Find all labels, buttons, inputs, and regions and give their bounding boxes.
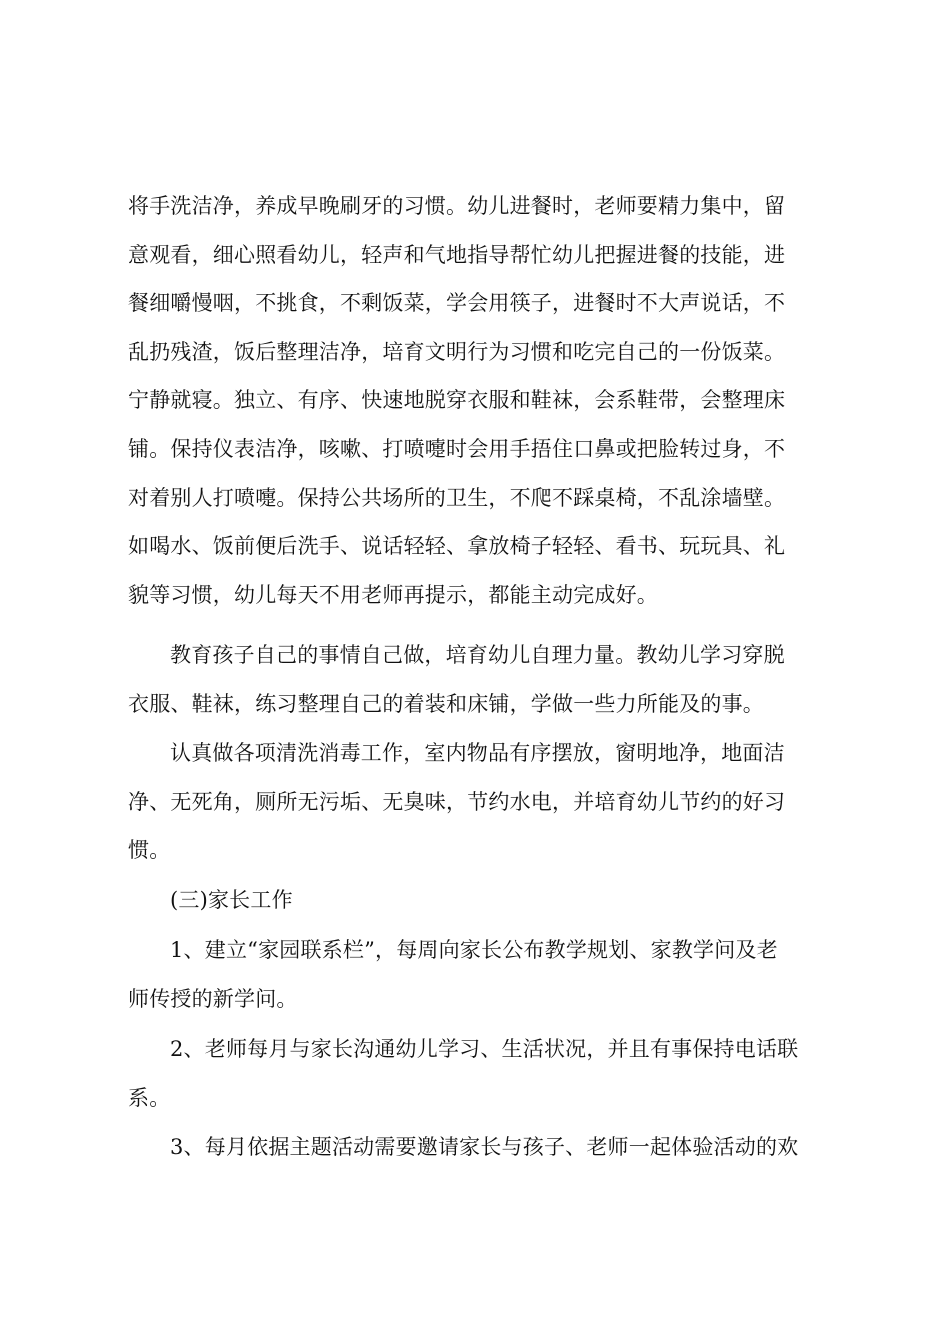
text-line: 衣服、鞋袜，练习整理自己的着装和床铺，学做一些力所能及的事。 xyxy=(128,691,764,716)
list-item-1 xyxy=(128,926,828,1023)
text-line: 将手洗洁净，养成早晚刷牙的习惯。幼儿进餐时，老师要精力集中，留 xyxy=(128,194,786,218)
text-line: 师传授的新学问。 xyxy=(128,986,298,1011)
text-line: 教育孩子自己的事情自己做，培育幼儿自理力量。教幼儿学习穿脱 xyxy=(170,643,785,667)
text-line: 意观看，细心照看幼儿，轻声和气地指导帮忙幼儿把握进餐的技能，进 xyxy=(128,242,786,267)
text-line: 餐细嚼慢咽，不挑食，不剩饭菜，学会用筷子，进餐时不大声说话，不 xyxy=(128,291,786,316)
text-line: 认真做各项清洗消毒工作，室内物品有序摆放，窗明地净，地面洁 xyxy=(170,741,785,765)
text-line: 3、每月依据主题活动需要邀请家长与孩子、老师一起体验活动的欢 xyxy=(170,1135,799,1159)
paragraph-hygiene-habits xyxy=(128,182,828,619)
text-line: 2、老师每月与家长沟通幼儿学习、生活状况，并且有事保持电话联 xyxy=(170,1037,799,1061)
paragraph-self-care xyxy=(128,631,828,728)
text-line: 系。 xyxy=(128,1085,171,1110)
list-item-3 xyxy=(128,1123,828,1172)
text-line: 惯。 xyxy=(128,838,171,863)
section-heading-parent-work xyxy=(128,876,828,925)
text-line: 宁静就寝。独立、有序、快速地脱穿衣服和鞋袜，会系鞋带，会整理床 xyxy=(128,388,786,413)
text-line: 对着别人打喷嚏。保持公共场所的卫生，不爬不踩桌椅，不乱涂墙壁。 xyxy=(128,485,786,510)
text-line: 乱扔残渣，饭后整理洁净，培育文明行为习惯和吃完自己的一份饭菜。 xyxy=(128,339,786,364)
text-line: 貌等习惯，幼儿每天不用老师再提示，都能主动完成好。 xyxy=(128,582,658,607)
list-item-2 xyxy=(128,1025,828,1122)
section-heading: (三)家长工作 xyxy=(170,888,293,912)
text-line: 如喝水、饭前便后洗手、说话轻轻、拿放椅子轻轻、看书、玩玩具、礼 xyxy=(128,534,786,559)
text-line: 铺。保持仪表洁净，咳嗽、打喷嚏时会用手捂住口鼻或把脸转过身，不 xyxy=(128,436,786,461)
text-line: 净、无死角，厕所无污垢、无臭味，节约水电，并培育幼儿节约的好习 xyxy=(128,789,786,814)
text-line: 1、建立“家园联系栏”，每周向家长公布教学规划、家教学问及老 xyxy=(170,938,778,962)
paragraph-cleaning xyxy=(128,729,828,875)
